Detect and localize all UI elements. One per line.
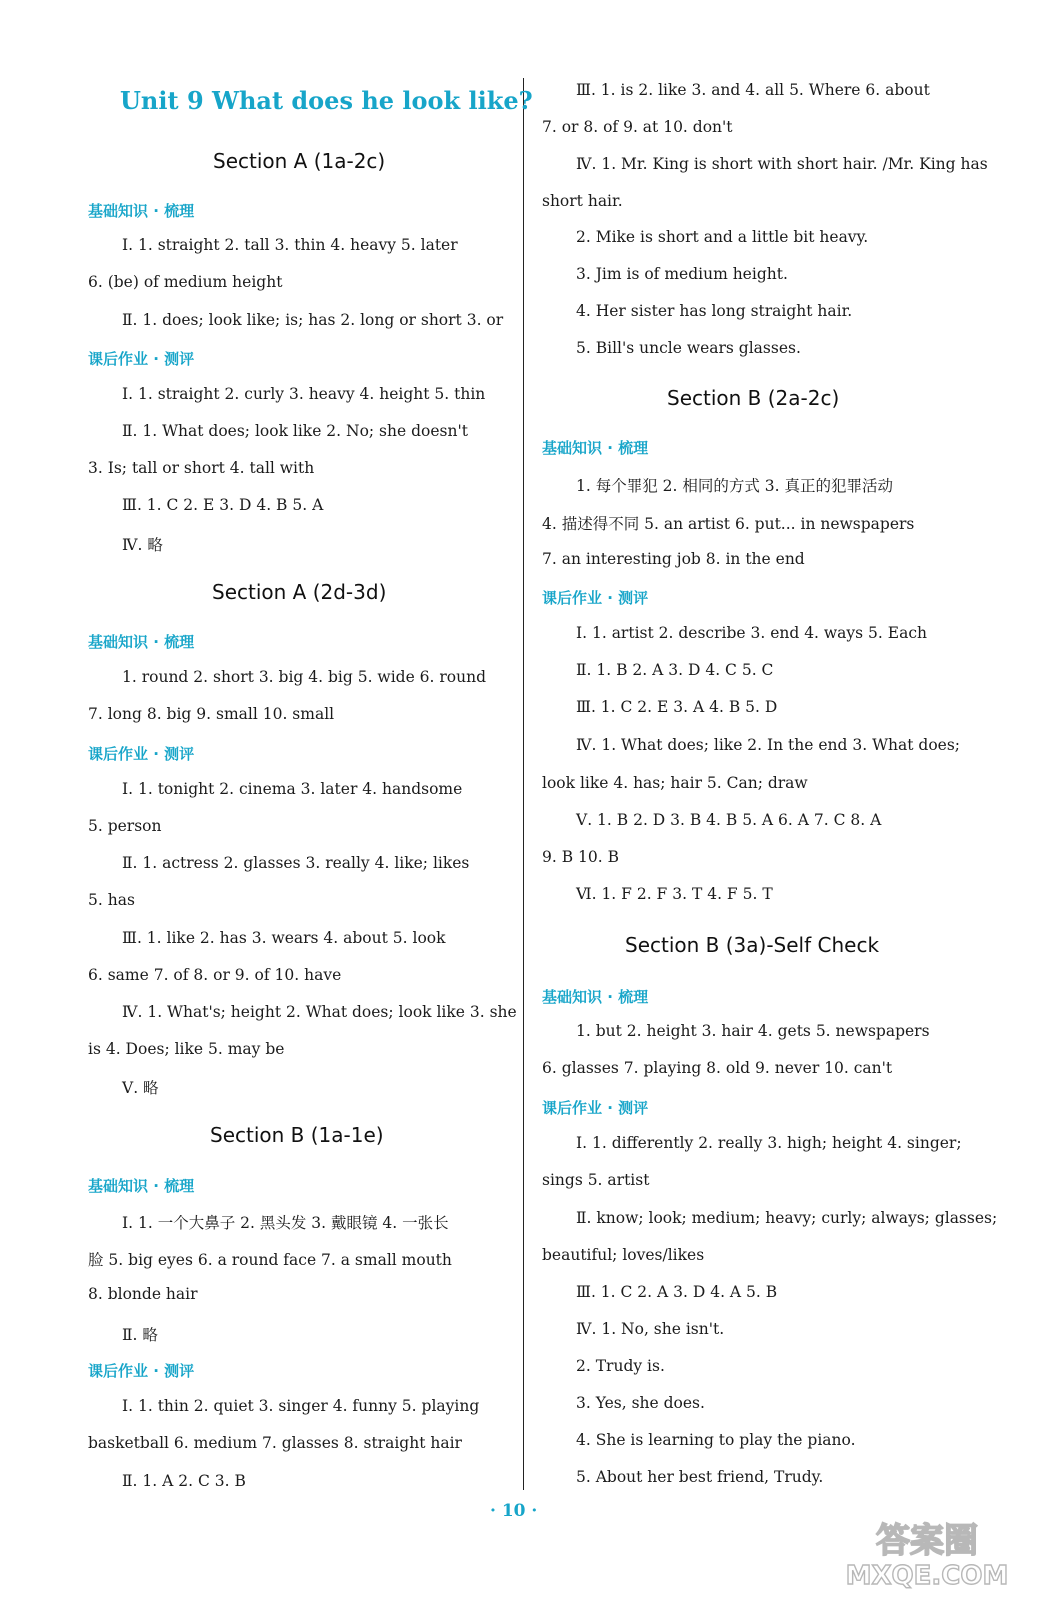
unit-title: Unit 9 What does he look like? <box>120 86 533 115</box>
answer-line: Ⅰ. 1. tonight 2. cinema 3. later 4. handsome <box>122 780 463 798</box>
section-label: 课后作业 · 测评 <box>88 1362 195 1380</box>
answer-line: Ⅳ. 1. No, she isn't. <box>576 1320 725 1338</box>
answer-line: Ⅱ. 1. does; look like; is; has 2. long or short 3. or <box>122 311 504 329</box>
answer-line: Ⅳ. 1. What's; height 2. What does; look like 3. she <box>122 1003 517 1021</box>
section-label: 课后作业 · 测评 <box>88 745 195 763</box>
answer-line: Ⅱ. 1. B 2. A 3. D 4. C 5. C <box>576 661 774 679</box>
section-label: 基础知识 · 梳理 <box>88 1177 195 1195</box>
answer-line: look like 4. has; hair 5. Can; draw <box>542 774 808 792</box>
answer-line: 6. same 7. of 8. or 9. of 10. have <box>88 966 342 984</box>
answer-line: Ⅱ. 1. actress 2. glasses 3. really 4. like; likes <box>122 854 470 872</box>
answer-line: 4. Her sister has long straight hair. <box>576 302 853 320</box>
section-label: 基础知识 · 梳理 <box>88 633 195 651</box>
answer-line: 5. person <box>88 817 162 835</box>
answer-line: beautiful; loves/likes <box>542 1246 705 1264</box>
answer-line: sings 5. artist <box>542 1171 650 1189</box>
answer-line: Ⅵ. 1. F 2. F 3. T 4. F 5. T <box>576 885 773 903</box>
section-title: Section A (2d-3d) <box>212 580 387 604</box>
answer-line: 1. 每个罪犯 2. 相同的方式 3. 真正的犯罪活动 <box>576 477 894 495</box>
answer-line: basketball 6. medium 7. glasses 8. straight hair <box>88 1434 462 1452</box>
watermark-logo <box>832 1510 1022 1590</box>
column-divider <box>523 78 524 1490</box>
section-label: 基础知识 · 梳理 <box>542 988 649 1006</box>
answer-line: is 4. Does; like 5. may be <box>88 1040 285 1058</box>
section-label: 课后作业 · 测评 <box>542 589 649 607</box>
answer-line: Ⅲ. 1. C 2. E 3. D 4. B 5. A <box>122 496 324 514</box>
answer-line: 1. but 2. height 3. hair 4. gets 5. newspapers <box>576 1022 930 1040</box>
answer-line: Ⅱ. know; look; medium; heavy; curly; always; glasses; <box>576 1209 998 1227</box>
answer-line: 1. round 2. short 3. big 4. big 5. wide 6. round <box>122 668 487 686</box>
answer-line: 3. Yes, she does. <box>576 1394 705 1412</box>
section-label: 基础知识 · 梳理 <box>542 439 649 457</box>
answer-line: Ⅲ. 1. like 2. has 3. wears 4. about 5. look <box>122 929 446 947</box>
answer-line: Ⅱ. 1. What does; look like 2. No; she doesn't <box>122 422 468 440</box>
answer-line: 4. She is learning to play the piano. <box>576 1431 856 1449</box>
answer-line: 5. About her best friend, Trudy. <box>576 1468 824 1486</box>
answer-line: 3. Jim is of medium height. <box>576 265 788 283</box>
svg-text:MXQE.COM: MXQE.COM <box>845 1561 1009 1590</box>
answer-line: Ⅳ. 1. What does; like 2. In the end 3. What does; <box>576 736 960 754</box>
answer-line: 7. long 8. big 9. small 10. small <box>88 705 335 723</box>
answer-line: Ⅴ. 略 <box>122 1079 159 1097</box>
answer-line: Ⅲ. 1. is 2. like 3. and 4. all 5. Where 6. about <box>576 81 930 99</box>
answer-line: 6. glasses 7. playing 8. old 9. never 10. can't <box>542 1059 893 1077</box>
answer-line: Ⅰ. 1. differently 2. really 3. high; height 4. singer; <box>576 1134 962 1152</box>
answer-line: Ⅰ. 1. artist 2. describe 3. end 4. ways 5. Each <box>576 624 927 642</box>
answer-line: Ⅰ. 1. thin 2. quiet 3. singer 4. funny 5. playing <box>122 1397 480 1415</box>
section-label: 课后作业 · 测评 <box>542 1099 649 1117</box>
answer-line: 9. B 10. B <box>542 848 620 866</box>
answer-line: Ⅱ. 1. A 2. C 3. B <box>122 1472 246 1490</box>
answer-line: Ⅲ. 1. C 2. E 3. A 4. B 5. D <box>576 698 778 716</box>
answer-line: 7. or 8. of 9. at 10. don't <box>542 118 733 136</box>
answer-line: 3. Is; tall or short 4. tall with <box>88 459 315 477</box>
answer-line: 6. (be) of medium height <box>88 273 283 291</box>
section-label: 基础知识 · 梳理 <box>88 202 195 220</box>
answer-line: short hair. <box>542 192 623 210</box>
section-title: Section B (3a)-Self Check <box>625 933 880 957</box>
page-number: · 10 · <box>490 1501 538 1521</box>
answer-line: Ⅲ. 1. C 2. A 3. D 4. A 5. B <box>576 1283 778 1301</box>
section-title: Section B (2a-2c) <box>667 386 840 410</box>
answer-line: Ⅳ. 1. Mr. King is short with short hair. /Mr. King has <box>576 155 988 173</box>
answer-line: Ⅰ. 1. straight 2. tall 3. thin 4. heavy 5. later <box>122 236 458 254</box>
answer-line: 8. blonde hair <box>88 1285 198 1303</box>
section-title: Section A (1a-2c) <box>213 149 386 173</box>
svg-text:答案圈: 答案圈 <box>876 1521 978 1561</box>
answer-line: 4. 描述得不同 5. an artist 6. put... in newspapers <box>542 515 915 533</box>
answer-line: Ⅳ. 略 <box>122 536 163 554</box>
answer-line: 脸 5. big eyes 6. a round face 7. a small mouth <box>88 1251 452 1269</box>
section-title: Section B (1a-1e) <box>210 1123 384 1147</box>
answer-line: Ⅰ. 1. straight 2. curly 3. heavy 4. height 5. thin <box>122 385 486 403</box>
answer-line: 5. Bill's uncle wears glasses. <box>576 339 801 357</box>
answer-line: Ⅴ. 1. B 2. D 3. B 4. B 5. A 6. A 7. C 8. A <box>576 811 882 829</box>
answer-line: 5. has <box>88 891 135 909</box>
answer-line: 2. Mike is short and a little bit heavy. <box>576 228 869 246</box>
answer-line: Ⅰ. 1. 一个大鼻子 2. 黑头发 3. 戴眼镜 4. 一张长 <box>122 1214 449 1232</box>
answer-line: 2. Trudy is. <box>576 1357 665 1375</box>
answer-line: 7. an interesting job 8. in the end <box>542 550 805 568</box>
section-label: 课后作业 · 测评 <box>88 350 195 368</box>
answer-line: Ⅱ. 略 <box>122 1326 158 1344</box>
